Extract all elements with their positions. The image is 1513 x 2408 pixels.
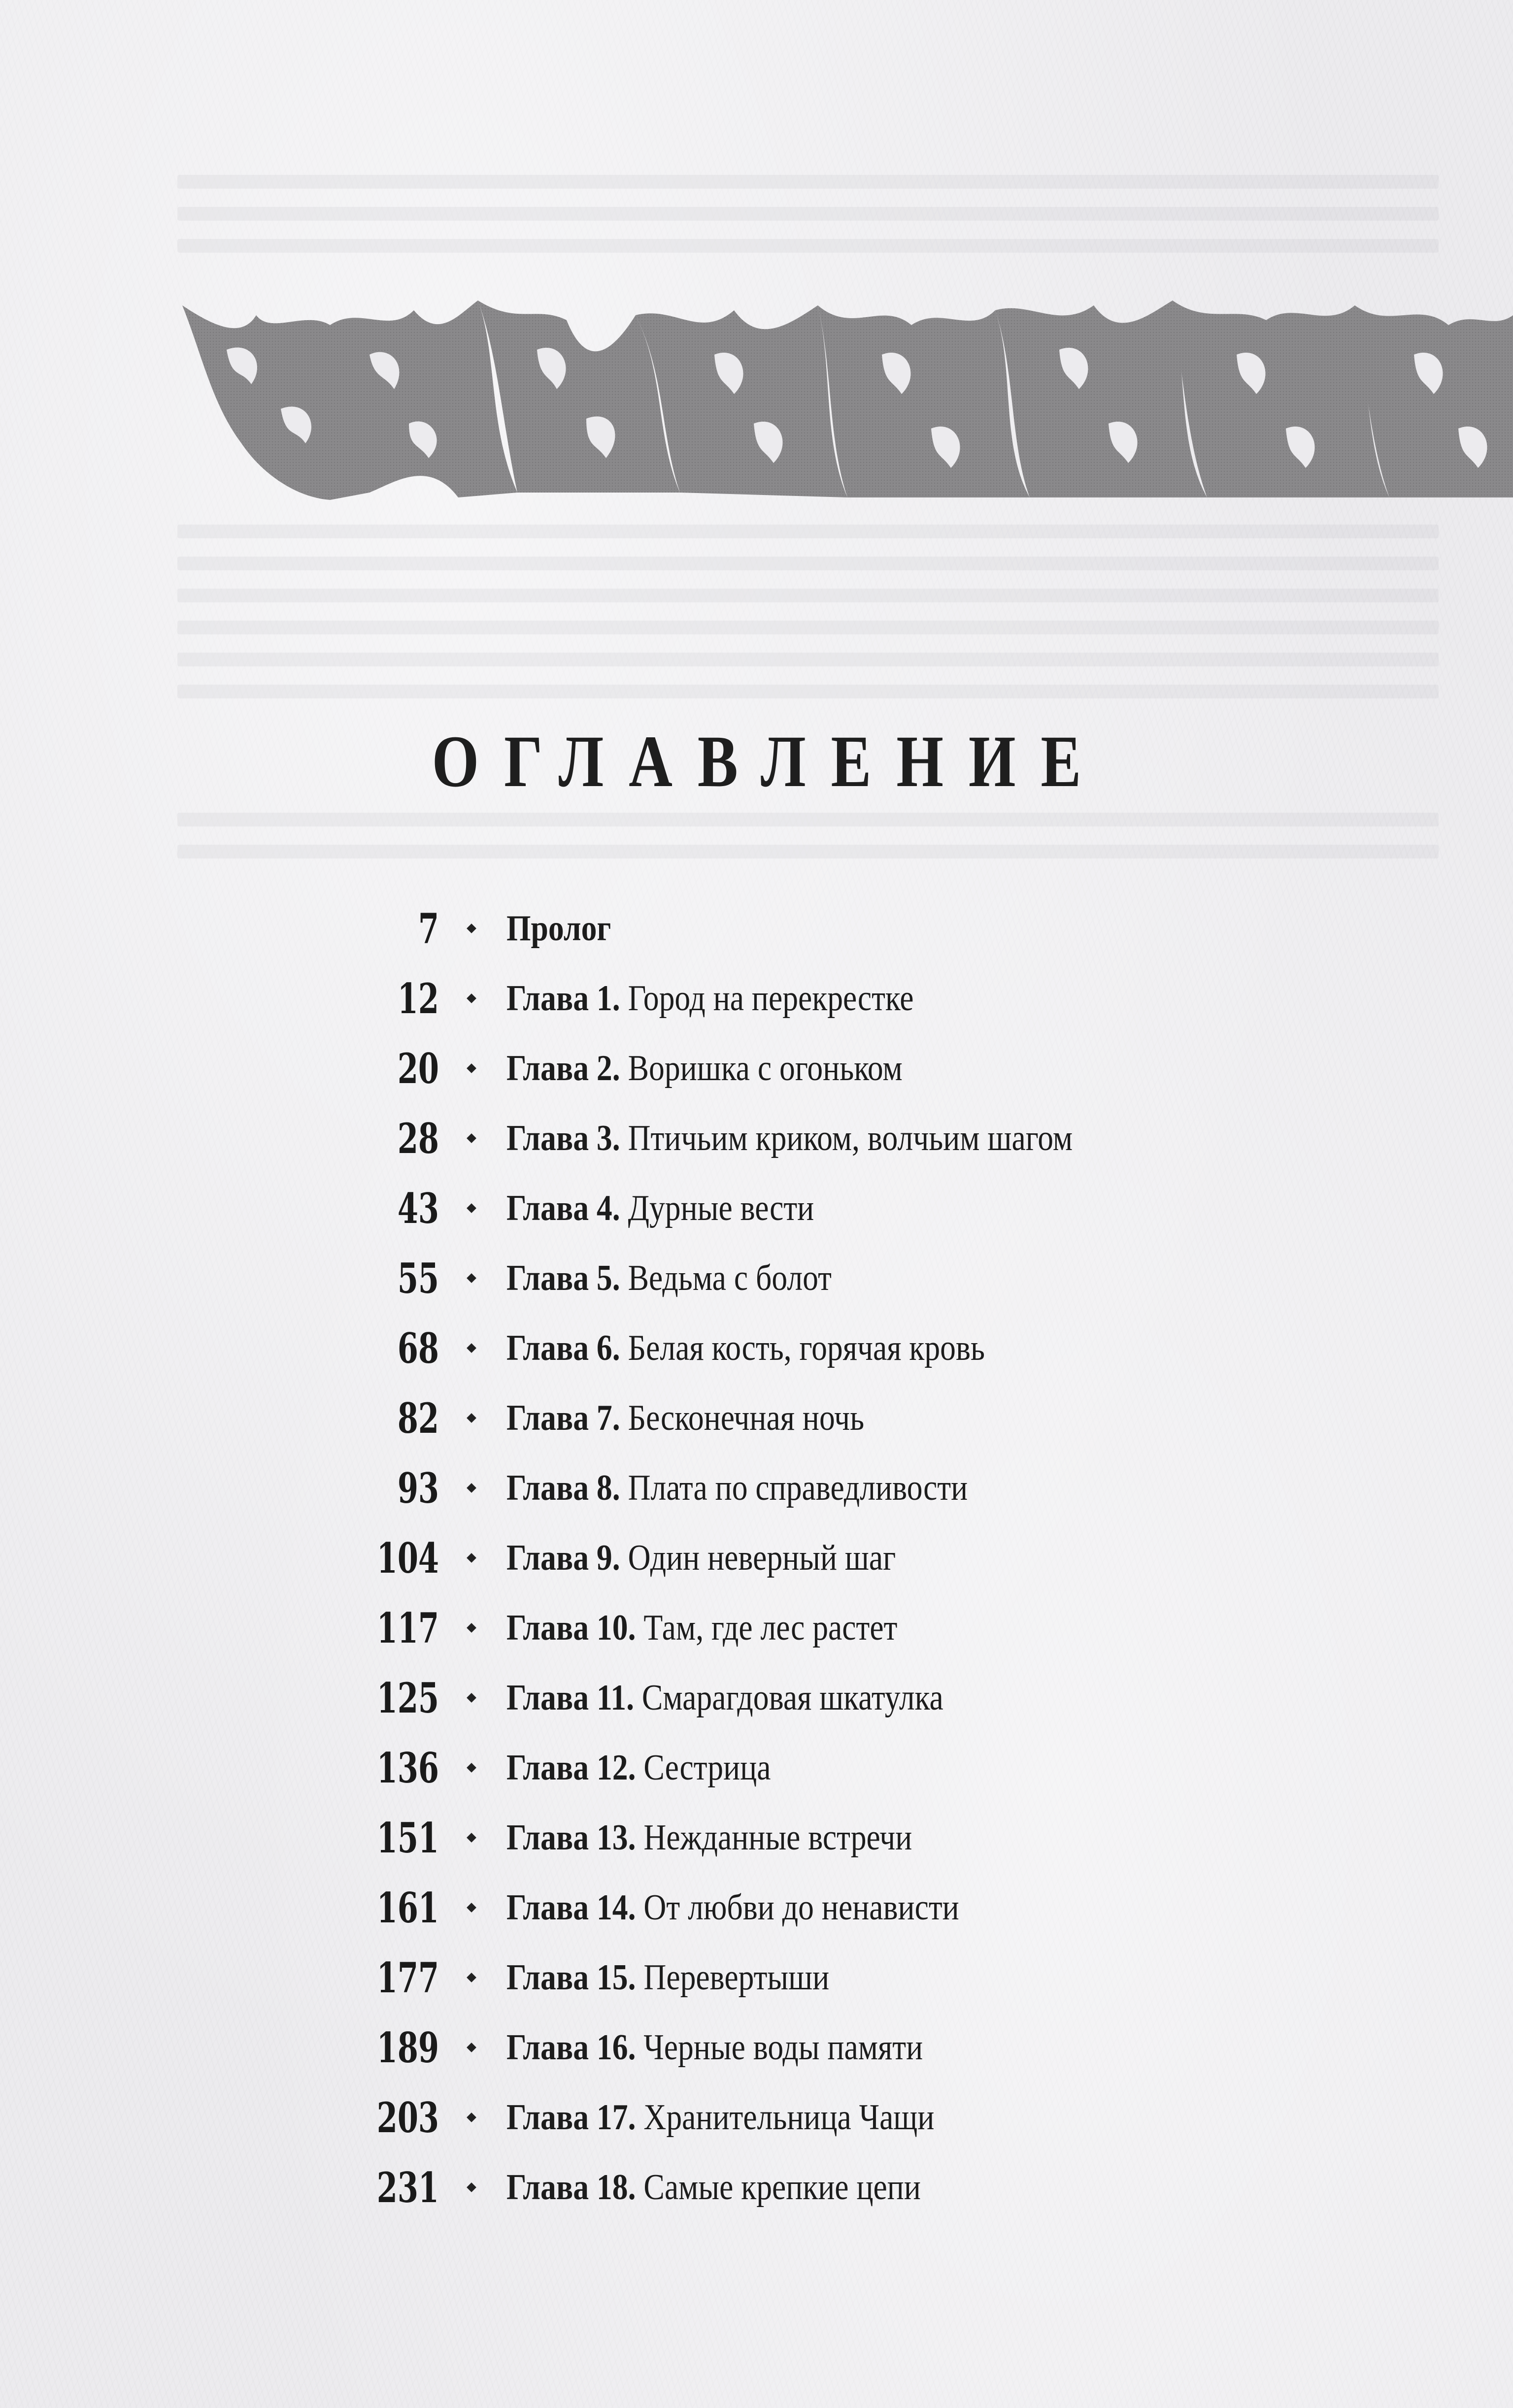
show-through-text xyxy=(177,207,1439,221)
chapter-title: Плата по справедливости xyxy=(628,1467,968,1508)
chapter-label: Глава 18. xyxy=(506,2167,636,2208)
chapter-label: Глава 1. xyxy=(506,978,620,1019)
chapter-label: Глава 17. xyxy=(506,2097,636,2138)
show-through-text xyxy=(177,589,1439,602)
chapter-label: Глава 4. xyxy=(506,1188,620,1228)
diamond-bullet-icon xyxy=(467,1833,476,1843)
chapter-label: Глава 7. xyxy=(506,1397,620,1438)
chapter-title: Нежданные встречи xyxy=(643,1817,912,1858)
show-through-text xyxy=(177,621,1439,634)
chapter-label: Глава 13. xyxy=(506,1817,636,1858)
toc-entry[interactable] xyxy=(0,1668,1513,1727)
diamond-bullet-icon xyxy=(467,993,476,1003)
page-number: 68 xyxy=(397,1323,439,1373)
page-number: 161 xyxy=(376,1883,439,1932)
chapter-label: Глава 10. xyxy=(506,1607,636,1648)
chapter-title: Дурные вести xyxy=(628,1188,814,1228)
diamond-bullet-icon xyxy=(467,1623,476,1633)
page-number: 125 xyxy=(376,1673,439,1722)
diamond-bullet-icon xyxy=(467,1553,476,1563)
page-number: 151 xyxy=(376,1813,439,1862)
chapter-label: Глава 2. xyxy=(506,1048,620,1089)
diamond-bullet-icon xyxy=(467,1273,476,1283)
chapter-title: Бесконечная ночь xyxy=(628,1397,865,1438)
chapter-title: Перевертыши xyxy=(643,1957,830,1998)
chapter-title: Один неверный шаг xyxy=(628,1537,896,1578)
diamond-bullet-icon xyxy=(467,2043,476,2052)
chapter-label: Пролог xyxy=(506,908,611,949)
toc-entry[interactable] xyxy=(0,1528,1513,1587)
page-number: 12 xyxy=(397,974,439,1023)
page-number: 93 xyxy=(397,1463,439,1513)
chapter-title: Смарагдовая шкатулка xyxy=(641,1677,943,1718)
toc-entry[interactable] xyxy=(0,2018,1513,2077)
chapter-label: Глава 8. xyxy=(506,1467,620,1508)
page-number: 20 xyxy=(397,1044,439,1093)
page-title: ОГЛАВЛЕНИЕ xyxy=(432,721,1107,802)
page-number: 43 xyxy=(397,1184,439,1233)
chapter-title: От любви до ненависти xyxy=(643,1887,959,1928)
toc-entry[interactable] xyxy=(0,1249,1513,1308)
chapter-label: Глава 11. xyxy=(506,1677,634,1718)
chapter-title: Хранительница Чащи xyxy=(643,2097,935,2138)
toc-entry[interactable] xyxy=(0,1179,1513,1238)
chapter-title: Птичьим криком, волчьим шагом xyxy=(628,1118,1073,1158)
diamond-bullet-icon xyxy=(467,1903,476,1913)
show-through-text xyxy=(177,813,1439,826)
page-number: 231 xyxy=(376,2163,439,2212)
toc-entry[interactable] xyxy=(0,2158,1513,2217)
show-through-text xyxy=(177,525,1439,538)
chapter-label: Глава 15. xyxy=(506,1957,636,1998)
diamond-bullet-icon xyxy=(467,1343,476,1353)
chapter-label: Глава 6. xyxy=(506,1327,620,1368)
diamond-bullet-icon xyxy=(467,1483,476,1493)
page-number: 104 xyxy=(376,1533,439,1583)
toc-entry-prologue[interactable] xyxy=(0,899,1513,958)
show-through-text xyxy=(177,175,1439,189)
diamond-bullet-icon xyxy=(467,2182,476,2192)
chapter-label: Глава 5. xyxy=(506,1257,620,1298)
toc-entry[interactable] xyxy=(0,969,1513,1028)
show-through-text xyxy=(177,845,1439,858)
show-through-text xyxy=(177,653,1439,666)
toc-entry[interactable] xyxy=(0,1039,1513,1098)
floral-ornament-icon xyxy=(182,296,1513,502)
chapter-title: Там, где лес растет xyxy=(643,1607,898,1648)
chapter-label: Глава 14. xyxy=(506,1887,636,1928)
chapter-title: Город на перекрестке xyxy=(628,978,914,1019)
chapter-title: Черные воды памяти xyxy=(643,2027,923,2068)
diamond-bullet-icon xyxy=(467,1973,476,1982)
chapter-title: Воришка с огоньком xyxy=(628,1048,903,1089)
toc-entry[interactable] xyxy=(0,1109,1513,1168)
chapter-label: Глава 12. xyxy=(506,1747,636,1788)
toc-entry[interactable] xyxy=(0,1948,1513,2007)
page-number: 28 xyxy=(397,1114,439,1163)
toc-entry[interactable] xyxy=(0,1738,1513,1797)
toc-entry[interactable] xyxy=(0,1388,1513,1448)
toc-entry[interactable] xyxy=(0,2088,1513,2147)
chapter-title: Самые крепкие цепи xyxy=(643,2167,921,2208)
page-number: 136 xyxy=(376,1743,439,1792)
toc-entry[interactable] xyxy=(0,1458,1513,1517)
diamond-bullet-icon xyxy=(467,1763,476,1773)
chapter-title: Сестрица xyxy=(643,1747,771,1788)
diamond-bullet-icon xyxy=(467,1063,476,1073)
toc-entry[interactable] xyxy=(0,1878,1513,1937)
page-number: 82 xyxy=(397,1393,439,1443)
show-through-text xyxy=(177,239,1439,253)
diamond-bullet-icon xyxy=(467,1133,476,1143)
diamond-bullet-icon xyxy=(467,1413,476,1423)
page-number: 177 xyxy=(376,1953,439,2002)
page-number: 7 xyxy=(418,904,439,953)
toc-entry[interactable] xyxy=(0,1598,1513,1657)
page-number: 203 xyxy=(376,2093,439,2142)
chapter-title: Белая кость, горячая кровь xyxy=(628,1327,985,1368)
chapter-label: Глава 3. xyxy=(506,1118,620,1158)
diamond-bullet-icon xyxy=(467,2112,476,2122)
toc-entry[interactable] xyxy=(0,1808,1513,1867)
diamond-bullet-icon xyxy=(467,1203,476,1213)
show-through-text xyxy=(177,685,1439,698)
chapter-label: Глава 9. xyxy=(506,1537,620,1578)
chapter-label: Глава 16. xyxy=(506,2027,636,2068)
page-number: 189 xyxy=(376,2023,439,2072)
toc-entry[interactable] xyxy=(0,1319,1513,1378)
page-number: 55 xyxy=(397,1253,439,1303)
diamond-bullet-icon xyxy=(467,924,476,933)
page-number: 117 xyxy=(376,1603,439,1652)
show-through-text xyxy=(177,557,1439,570)
diamond-bullet-icon xyxy=(467,1693,476,1703)
chapter-title: Ведьма с болот xyxy=(628,1257,832,1298)
